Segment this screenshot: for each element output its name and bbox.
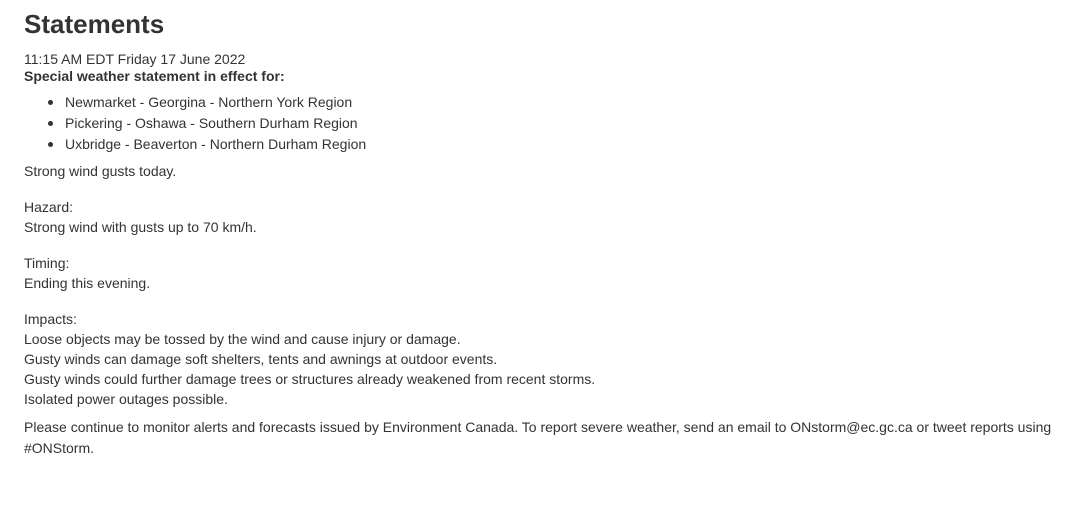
spacer — [24, 181, 1070, 197]
impact-line: Isolated power outages possible. — [24, 391, 228, 407]
impacts-label: Impacts: — [24, 311, 77, 327]
spacer — [24, 293, 1070, 309]
statement-body — [24, 161, 1070, 409]
region-list — [24, 92, 1070, 155]
issued-timestamp: 11:15 AM EDT Friday 17 June 2022 — [24, 51, 246, 67]
summary-text: Strong wind gusts today. — [24, 163, 177, 179]
statement-intro: Special weather statement in effect for: — [24, 68, 285, 84]
timing-label: Timing: — [24, 255, 70, 271]
hazard-text: Strong wind with gusts up to 70 km/h. — [24, 219, 257, 235]
spacer — [24, 237, 1070, 253]
report-email-link[interactable]: ONstorm@ec.gc.ca — [790, 419, 913, 435]
list-item: Pickering - Oshawa - Southern Durham Region — [65, 113, 1070, 134]
closing-text-before: Please continue to monitor alerts and forecasts issued by Environment Canada. To report severe weather, send an email to — [24, 419, 791, 435]
impact-line: Loose objects may be tossed by the wind and cause injury or damage. — [24, 331, 461, 347]
page-title: Statements — [24, 9, 165, 39]
hazard-label: Hazard: — [24, 199, 74, 215]
impact-line: Gusty winds can damage soft shelters, tents and awnings at outdoor events. — [24, 351, 498, 367]
impact-line: Gusty winds could further damage trees or structures already weakened from recent storms. — [24, 371, 596, 387]
closing-paragraph — [24, 417, 1074, 459]
closing-text-after: or tweet reports using #ONStorm. — [24, 419, 1052, 456]
timing-text: Ending this evening. — [24, 275, 151, 291]
list-item: Uxbridge - Beaverton - Northern Durham Region — [65, 134, 1070, 155]
list-item: Newmarket - Georgina - Northern York Region — [65, 92, 1070, 113]
